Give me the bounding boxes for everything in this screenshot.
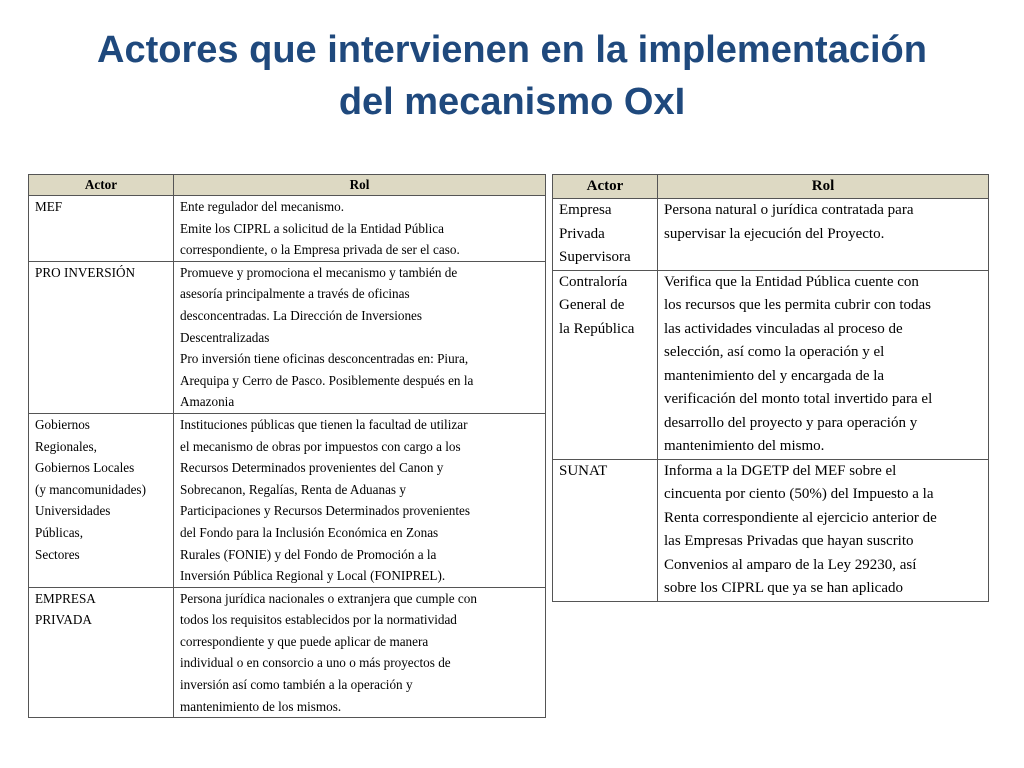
rol-line: Participaciones y Recursos Determinados provenientes bbox=[180, 503, 471, 519]
actor-cell bbox=[29, 261, 174, 413]
rol-line: los recursos que les permita cubrir con todas bbox=[664, 297, 932, 313]
actor-cell bbox=[553, 270, 658, 459]
slide-title bbox=[40, 24, 984, 128]
rol-line: supervisar la ejecución del Proyecto. bbox=[664, 225, 885, 242]
rol-line: Promueve y promociona el mecanismo y también de bbox=[180, 264, 458, 280]
actor-line: Supervisora bbox=[559, 249, 631, 265]
rol-line: Descentralizadas bbox=[180, 329, 270, 345]
rol-line: sobre los CIPRL que ya se han aplicado bbox=[664, 580, 903, 596]
rol-line: desconcentradas. La Dirección de Inversiones bbox=[180, 307, 423, 323]
rol-cell bbox=[174, 587, 546, 718]
table-row bbox=[553, 199, 989, 271]
rol-line: Rurales (FONIE) y del Fondo de Promoción a la bbox=[180, 546, 437, 562]
table-row bbox=[553, 459, 989, 601]
rol-line: Sobrecanon, Regalías, Renta de Aduanas y bbox=[180, 481, 406, 497]
rol-line: Persona jurídica nacionales o extranjera que cumple con bbox=[180, 590, 477, 606]
actor-line: Gobiernos bbox=[35, 416, 90, 432]
table-row bbox=[29, 413, 546, 587]
table-row bbox=[29, 261, 546, 413]
rol-line: Verifica que la Entidad Pública cuente con bbox=[664, 273, 919, 290]
actor-line: la República bbox=[559, 320, 635, 337]
actor-line: Sectores bbox=[35, 546, 80, 562]
rol-column-header: Rol bbox=[658, 175, 989, 199]
table-row bbox=[29, 587, 546, 718]
rol-cell bbox=[174, 261, 546, 413]
actor-line: Empresa bbox=[559, 202, 612, 218]
table-row bbox=[553, 270, 989, 459]
rol-line: cincuenta por ciento (50%) del Impuesto a la bbox=[664, 486, 934, 502]
actor-line: Públicas, bbox=[35, 524, 83, 540]
rol-line: Ente regulador del mecanismo. bbox=[180, 199, 345, 214]
rol-line: Informa a la DGETP del MEF sobre el bbox=[664, 462, 897, 479]
rol-line: Instituciones públicas que tienen la facultad de utilizar bbox=[180, 416, 468, 432]
actor-line: EMPRESA bbox=[35, 590, 96, 606]
actor-column-header: Actor bbox=[29, 175, 174, 196]
rol-line: asesoría principalmente a través de oficinas bbox=[180, 286, 410, 302]
rol-line: todos los requisitos establecidos por la normatividad bbox=[180, 612, 457, 628]
actor-line: Privada bbox=[559, 225, 605, 242]
rol-line: el mecanismo de obras por impuestos con cargo a los bbox=[180, 438, 461, 454]
rol-column-header: Rol bbox=[174, 175, 546, 196]
rol-line: Renta correspondiente al ejercicio anterior de bbox=[664, 509, 937, 526]
actor-line: MEF bbox=[35, 199, 63, 214]
rol-line: mantenimiento del y encargada de la bbox=[664, 367, 885, 384]
rol-line: inversión así como también a la operación y bbox=[180, 677, 413, 693]
actor-line: Gobiernos Locales bbox=[35, 460, 135, 476]
actor-cell bbox=[553, 459, 658, 601]
slide-title-line-2: del mecanismo OxI bbox=[338, 81, 686, 123]
table-header-row bbox=[553, 175, 989, 199]
rol-line: Arequipa y Cerro de Pasco. Posiblemente después en la bbox=[180, 372, 474, 388]
rol-line: correspondiente, o la Empresa privada de ser el caso. bbox=[180, 242, 460, 258]
rol-line: Convenios al amparo de la Ley 29230, así bbox=[664, 556, 917, 573]
actor-line: PRIVADA bbox=[35, 612, 92, 628]
actor-cell bbox=[29, 587, 174, 718]
actor-line: General de bbox=[559, 297, 625, 313]
rol-line: Inversión Pública Regional y Local (FONIPREL). bbox=[180, 568, 446, 584]
rol-line: mantenimiento de los mismos. bbox=[180, 698, 342, 714]
table-row bbox=[29, 196, 546, 262]
rol-line: Recursos Determinados provenientes del Canon y bbox=[180, 460, 444, 476]
rol-line: Amazonia bbox=[180, 394, 235, 410]
actor-cell bbox=[29, 413, 174, 587]
rol-line: individual o en consorcio a uno o más proyectos de bbox=[180, 655, 451, 671]
rol-line: Pro inversión tiene oficinas desconcentradas en: Piura, bbox=[180, 351, 469, 367]
rol-line: Emite los CIPRL a solicitud de la Entidad Pública bbox=[180, 220, 444, 236]
actor-line: Contraloría bbox=[559, 273, 628, 290]
actor-line: SUNAT bbox=[559, 462, 608, 479]
rol-line: del Fondo para la Inclusión Económica en Zonas bbox=[180, 524, 439, 540]
rol-line: Persona natural o jurídica contratada para bbox=[664, 202, 914, 218]
rol-line: mantenimiento del mismo. bbox=[664, 438, 825, 454]
actor-line: (y mancomunidades) bbox=[35, 481, 146, 497]
actor-line: PRO INVERSIÓN bbox=[35, 264, 136, 280]
rol-cell bbox=[174, 413, 546, 587]
actors-table-left bbox=[28, 174, 546, 718]
rol-cell bbox=[658, 199, 989, 271]
rol-cell bbox=[658, 270, 989, 459]
rol-line: correspondiente y que puede aplicar de manera bbox=[180, 633, 429, 649]
actors-table-right bbox=[552, 174, 989, 602]
table-header-row bbox=[29, 175, 546, 196]
actor-line: Regionales, bbox=[35, 438, 97, 454]
slide-title-line-1: Actores que intervienen en la implementación bbox=[97, 29, 927, 71]
rol-line: las Empresas Privadas que hayan suscrito bbox=[664, 533, 914, 549]
rol-line: desarrollo del proyecto y para operación y bbox=[664, 414, 918, 431]
actor-column-header: Actor bbox=[553, 175, 658, 199]
actor-cell bbox=[29, 196, 174, 262]
rol-line: selección, así como la operación y el bbox=[664, 344, 885, 360]
rol-cell bbox=[174, 196, 546, 262]
rol-line: las actividades vinculadas al proceso de bbox=[664, 320, 903, 337]
rol-cell bbox=[658, 459, 989, 601]
actor-cell bbox=[553, 199, 658, 271]
rol-line: verificación del monto total invertido para el bbox=[664, 391, 933, 407]
actor-line: Universidades bbox=[35, 503, 111, 519]
